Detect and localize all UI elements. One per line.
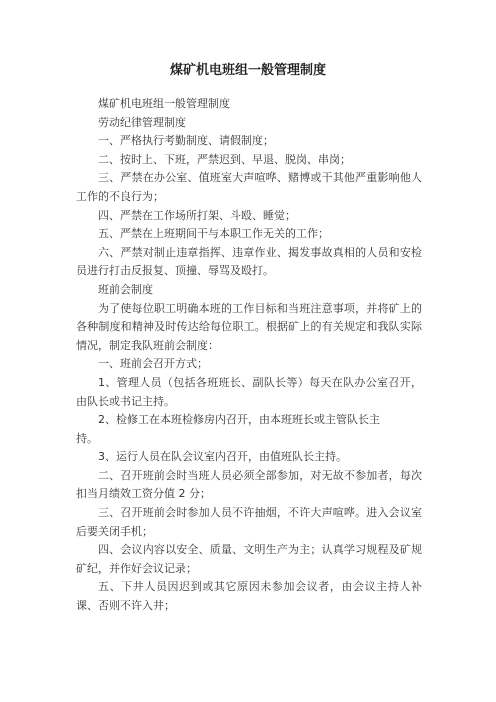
paragraph-8: 六、严禁对制止违章指挥、违章作业、揭发事故真相的人员和安检员进行打击反报复、顶撞、辱骂及殴打。 xyxy=(76,245,422,278)
paragraph-15: 3、运行人员在队会议室内召开，由值班队长主持。 xyxy=(98,450,347,464)
paragraph-14: 持。 xyxy=(76,431,98,445)
paragraph-4: 二、按时上、下班，严禁迟到、早退、脱岗、串岗； xyxy=(98,152,351,166)
paragraph-18: 四、会议内容以安全、质量、文明生产为主；认真学习规程及矿规矿纪，并作好会议记录； xyxy=(76,543,422,575)
paragraph-17: 三、召开班前会时参加人员不许抽烟，不许大声喧哗。进入会议室后要关闭手机； xyxy=(76,506,422,538)
paragraph-6: 四、严禁在工作场所打架、斗殴、睡觉； xyxy=(98,208,296,222)
paragraph-19: 五、下井人员因迟到或其它原因未参加会议者，由会议主持人补课、否则不许入井； xyxy=(76,580,422,613)
document-body xyxy=(76,95,422,616)
paragraph-5: 三、严禁在办公室、值班室大声喧哗、赌博或干其他严重影响他人工作的不良行为； xyxy=(76,171,422,203)
paragraph-7: 五、严禁在上班期间干与本职工作无关的工作； xyxy=(98,227,329,241)
paragraph-11: 一、班前会召开方式； xyxy=(98,357,208,371)
paragraph-16: 二、召开班前会时当班人员必须全部参加，对无故不参加者，每次扣当月绩效工资分值 2 分； xyxy=(76,468,422,501)
paragraph-13: 2、检修工在本班检修房内召开，由本班班长或主管队长主 xyxy=(98,413,380,427)
paragraph-1: 煤矿机电班组一般管理制度 xyxy=(98,97,230,110)
paragraph-10: 为了使每位职工明确本班的工作目标和当班注意事项，并将矿上的各种制度和精神及时传达给每位职工。根据矿上的有关规定和我队实际情况，制定我队班前会制度： xyxy=(76,301,422,352)
paragraph-2: 劳动纪律管理制度 xyxy=(98,115,186,129)
paragraph-12: 1、管理人员（包括各班班长、副队长等）每天在队办公室召开，由队长或书记主持。 xyxy=(76,375,422,408)
document-title: 煤矿机电班组一般管理制度 xyxy=(169,63,326,78)
paragraph-3: 一、严格执行考勤制度、请假制度； xyxy=(98,134,274,148)
paragraph-9: 班前会制度 xyxy=(98,282,153,296)
